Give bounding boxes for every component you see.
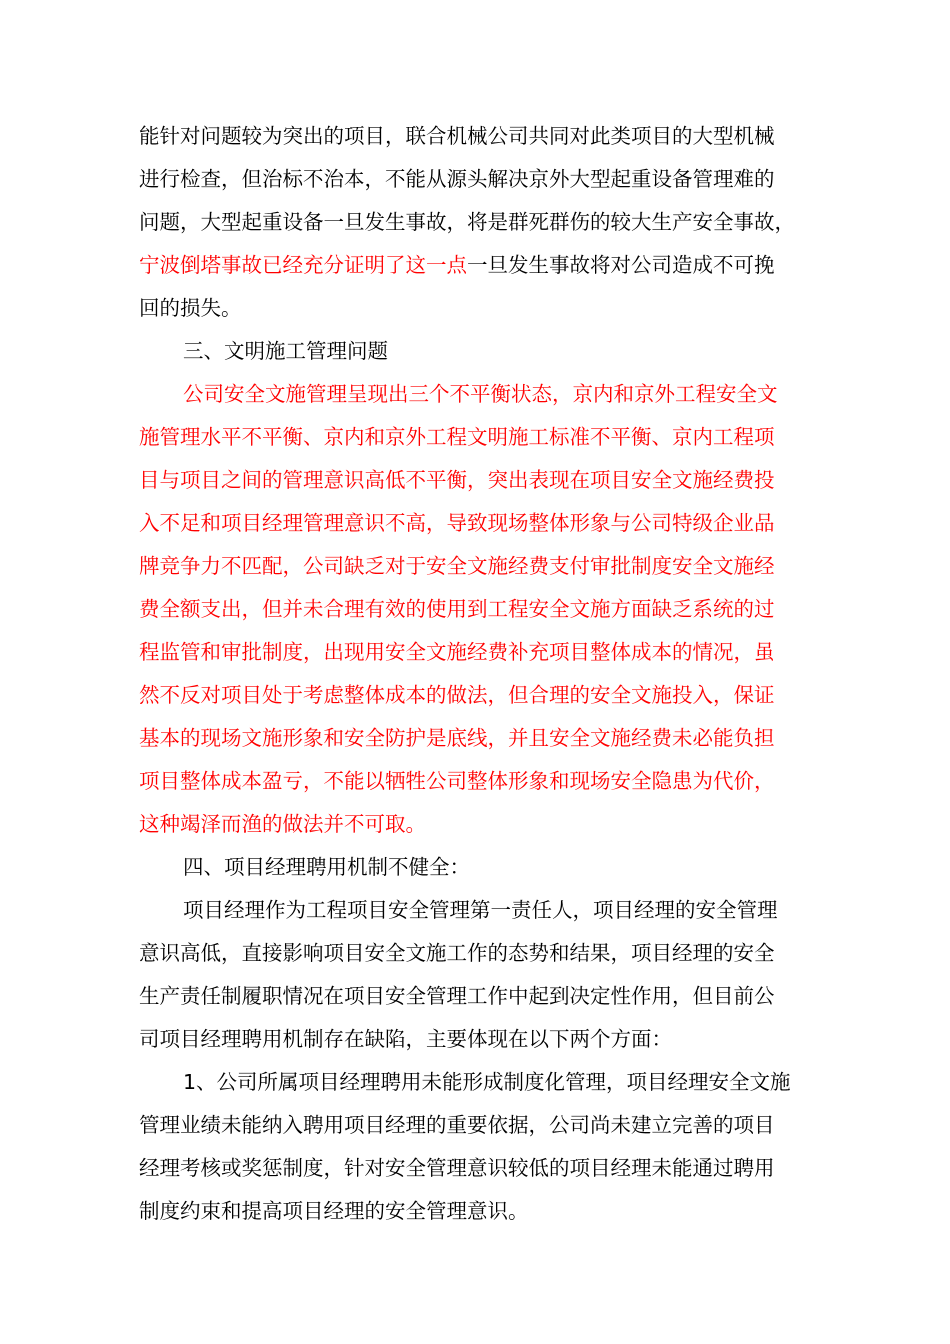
body-text-line: 司项目经理聘用机制存在缺陷，主要体现在以下两个方面： — [139, 1027, 672, 1051]
body-text-line: 生产责任制履职情况在项目安全管理工作中起到决定性作用，但目前公 — [139, 984, 775, 1008]
highlighted-text-line: 目与项目之间的管理意识高低不平衡，突出表现在项目安全文施经费投 — [139, 468, 775, 492]
highlighted-text-line: 项目整体成本盈亏，不能以牺牲公司整体形象和现场安全隐患为代价， — [139, 769, 775, 793]
highlighted-text-line: 程监管和审批制度，出现用安全文施经费补充项目整体成本的情况，虽 — [139, 640, 775, 664]
body-text-line: 回的损失。 — [139, 296, 242, 320]
highlighted-text-line: 入不足和项目经理管理意识不高，导致现场整体形象与公司特级企业品 — [139, 511, 775, 535]
body-text-line: 进行检查，但治标不治本，不能从源头解决京外大型起重设备管理难的 — [139, 167, 775, 191]
highlighted-text-line: 基本的现场文施形象和安全防护是底线，并且安全文施经费未必能负担 — [139, 726, 775, 750]
highlighted-text: 宁波倒塔事故已经充分证明了这一点 — [139, 253, 467, 277]
section-heading: 三、文明施工管理问题 — [183, 339, 388, 363]
body-text-line: 意识高低，直接影响项目安全文施工作的态势和结果，项目经理的安全 — [139, 941, 775, 965]
body-text-line: 项目经理作为工程项目安全管理第一责任人，项目经理的安全管理 — [183, 898, 778, 922]
highlighted-text-line: 牌竞争力不匹配，公司缺乏对于安全文施经费支付审批制度安全文施经 — [139, 554, 775, 578]
body-text-line: 1、公司所属项目经理聘用未能形成制度化管理，项目经理安全文施 — [183, 1070, 791, 1094]
body-text-line: 经理考核或奖惩制度，针对安全管理意识较低的项目经理未能通过聘用 — [139, 1156, 775, 1180]
highlighted-text-line: 公司安全文施管理呈现出三个不平衡状态，京内和京外工程安全文 — [183, 382, 778, 406]
highlighted-text-line: 费全额支出，但并未合理有效的使用到工程安全文施方面缺乏系统的过 — [139, 597, 775, 621]
body-text-line: 问题，大型起重设备一旦发生事故，将是群死群伤的较大生产安全事故， — [139, 210, 795, 234]
highlighted-text-line: 施管理水平不平衡、京内和京外工程文明施工标准不平衡、京内工程项 — [139, 425, 775, 449]
highlighted-text-line: 然不反对项目处于考虑整体成本的做法，但合理的安全文施投入，保证 — [139, 683, 775, 707]
section-heading: 四、项目经理聘用机制不健全： — [183, 855, 470, 879]
body-text-line: 能针对问题较为突出的项目，联合机械公司共同对此类项目的大型机械 — [139, 124, 775, 148]
body-text-line: 管理业绩未能纳入聘用项目经理的重要依据，公司尚未建立完善的项目 — [139, 1113, 775, 1137]
body-text-line-mixed — [139, 250, 775, 280]
body-text-line: 制度约束和提高项目经理的安全管理意识。 — [139, 1199, 529, 1223]
body-text: 一旦发生事故将对公司造成不可挽 — [467, 253, 775, 277]
highlighted-text-line: 这种竭泽而渔的做法并不可取。 — [139, 812, 426, 836]
